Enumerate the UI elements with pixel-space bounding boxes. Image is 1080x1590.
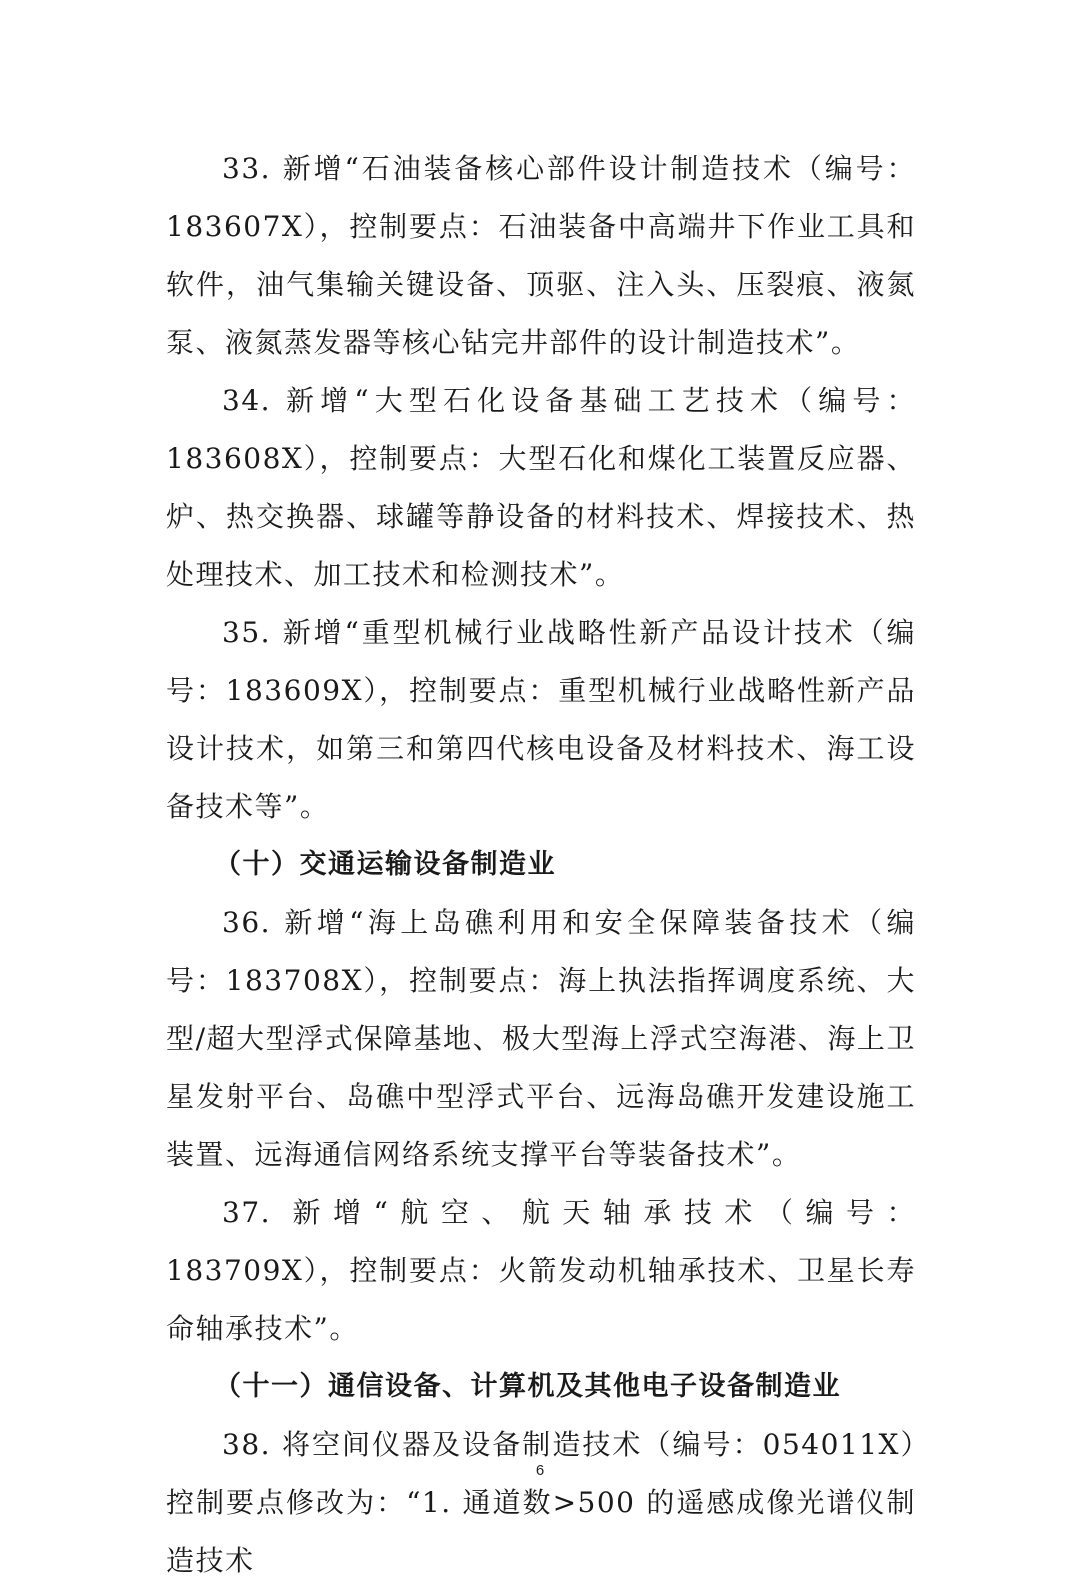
document-body [166,140,916,1590]
section-heading-communication-equipment: （十一）通信设备、计算机及其他电子设备制造业 [214,1371,841,1402]
paragraph-34: 34. 新增“大型石化设备基础工艺技术（编号：183608X），控制要点：大型石化和煤化工装置反应器、炉、热交换器、球罐等静设备的材料技术、焊接技术、热处理技术、加工技术和检测技术”。 [166,384,916,591]
section-heading-transport-equipment: （十）交通运输设备制造业 [214,849,556,880]
paragraph-38: 38. 将空间仪器及设备制造技术（编号：054011X）控制要点修改为：“1. 通道数>500 的遥感成像光谱仪制造技术 [166,1428,916,1577]
paragraph-36: 36. 新增“海上岛礁利用和安全保障装备技术（编号：183708X），控制要点：海上执法指挥调度系统、大型/超大型浮式保障基地、极大型海上浮式空海港、海上卫星发射平台、岛礁中型浮式平台、远海岛礁开发建设施工装置、远海通信网络系统支撑平台等装备技术”。 [166,906,916,1171]
paragraph-33: 33. 新增“石油装备核心部件设计制造技术（编号：183607X），控制要点：石油装备中高端井下作业工具和软件，油气集输关键设备、顶驱、注入头、压裂痕、液氮泵、液氮蒸发器等核心钻完井部件的设计制造技术”。 [166,152,916,359]
paragraph-35: 35. 新增“重型机械行业战略性新产品设计技术（编号：183609X），控制要点：重型机械行业战略性新产品设计技术，如第三和第四代核电设备及材料技术、海工设备技术等”。 [166,616,916,823]
page-number: 6 [535,1462,545,1479]
paragraph-37: 37. 新增“航空、航天轴承技术（编号：183709X），控制要点：火箭发动机轴承技术、卫星长寿命轴承技术”。 [166,1196,916,1345]
